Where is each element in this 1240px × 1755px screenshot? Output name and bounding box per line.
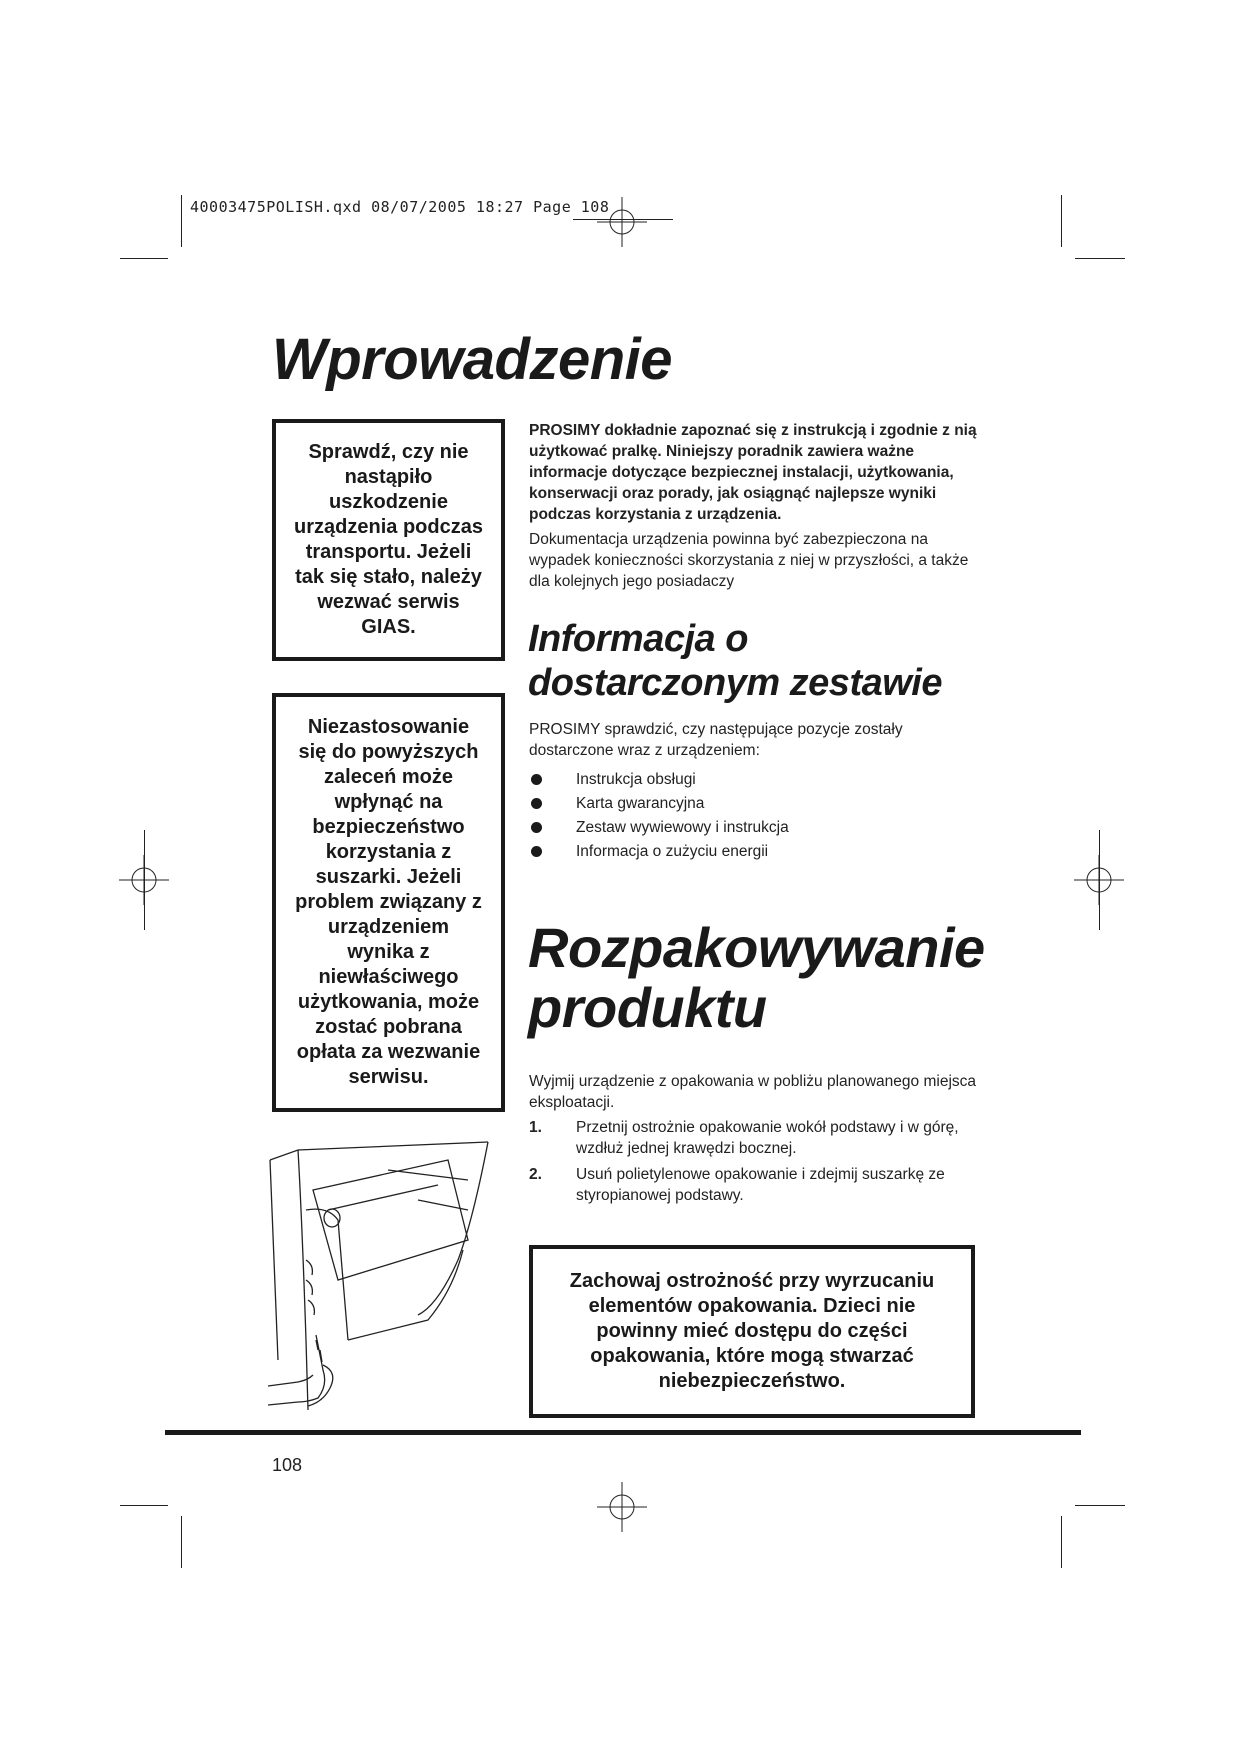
list-item: [529, 769, 979, 790]
step-item: [529, 1164, 979, 1206]
crop-mark: [1099, 830, 1100, 930]
damage-notice-box: [272, 419, 505, 661]
print-slug: 40003475POLISH.qxd 08/07/2005 18:27 Page 108: [190, 198, 610, 216]
registration-mark-icon: [597, 1482, 647, 1532]
crop-mark: [1075, 1505, 1125, 1506]
cutting-packaging-illustration-icon: [268, 1140, 490, 1410]
section-title-unpack: Rozpakowywanie produktu: [528, 916, 985, 1039]
step-text: Przetnij ostrożnie opakowanie wokół podstawy i w górę, wzdłuż jednej krawędzi bocznej.: [576, 1119, 959, 1157]
list-item: [529, 841, 979, 862]
bullet-icon: [531, 846, 542, 857]
crop-mark: [181, 195, 182, 247]
packaging-warning-box: [529, 1245, 975, 1418]
crop-mark: [1075, 258, 1125, 259]
footer-rule: [165, 1430, 1081, 1435]
intro-documentation-paragraph: Dokumentacja urządzenia powinna być zabezpieczona na wypadek konieczności skorzystania z niej w przyszłości, a także dla kolejnych jego posiadaczy: [529, 531, 969, 590]
section-title-info: Informacja o dostarczonym zestawie: [528, 618, 942, 704]
warning-notice-box: [272, 693, 505, 1112]
step-text: Usuń polietylenowe opakowanie i zdejmij suszarkę ze styropianowej podstawy.: [576, 1166, 945, 1204]
crop-mark: [120, 1505, 168, 1506]
step-number: 1.: [529, 1119, 542, 1136]
crop-mark: [181, 1516, 182, 1568]
info-paragraph: PROSIMY sprawdzić, czy następujące pozycje zostały dostarczone wraz z urządzeniem:: [529, 721, 903, 759]
list-item-text: Zestaw wywiewowy i instrukcja: [576, 819, 789, 836]
step-number: 2.: [529, 1166, 542, 1183]
damage-notice-text: Sprawdź, czy nie nastąpiło uszkodzenie urządzenia podczas transportu. Jeżeli tak się stało, należy wezwać serwis GIAS.: [294, 441, 483, 638]
list-item-text: Instrukcja obsługi: [576, 771, 696, 788]
list-item: [529, 793, 979, 814]
bullet-icon: [531, 798, 542, 809]
supplied-items-list: [529, 769, 979, 865]
crop-mark: [120, 258, 168, 259]
crop-mark: [1061, 195, 1062, 247]
unpack-paragraph: Wyjmij urządzenie z opakowania w pobliżu planowanego miejsca eksploatacji.: [529, 1073, 977, 1111]
page-number: 108: [272, 1455, 303, 1475]
list-item: [529, 817, 979, 838]
intro-bold-paragraph: PROSIMY dokładnie zapoznać się z instrukcją i zgodnie z nią użytkować pralkę. Niniejszy poradnik zawiera ważne informacje dotyczące bezpiecznej instalacji, użytkowania, konserwacji oraz porady, jak osiągnąć najlepsze wyniki podczas korzystania z urządzenia.: [529, 422, 977, 523]
bullet-icon: [531, 822, 542, 833]
list-item-text: Informacja o zużyciu energii: [576, 843, 769, 860]
crop-mark: [144, 830, 145, 930]
registration-mark-icon: [597, 197, 647, 247]
list-item-text: Karta gwarancyjna: [576, 795, 705, 812]
bullet-icon: [531, 774, 542, 785]
step-item: [529, 1117, 979, 1159]
warning-notice-text: Niezastosowanie się do powyższych zaleceń może wpłynąć na bezpieczeństwo korzystania z suszarki. Jeżeli problem związany z urządzeniem wynika z niewłaściwego użytkowania, może zostać pobrana opłata za wezwanie serwisu.: [295, 716, 482, 1088]
page-title: Wprowadzenie: [272, 327, 673, 392]
packaging-warning-text: Zachowaj ostrożność przy wyrzucaniu elementów opakowania. Dzieci nie powinny mieć dostępu do części opakowania, które mogą stwarzać niebezpieczeństwo.: [569, 1270, 935, 1392]
crop-mark: [1061, 1516, 1062, 1568]
unpack-steps-list: [529, 1117, 979, 1211]
